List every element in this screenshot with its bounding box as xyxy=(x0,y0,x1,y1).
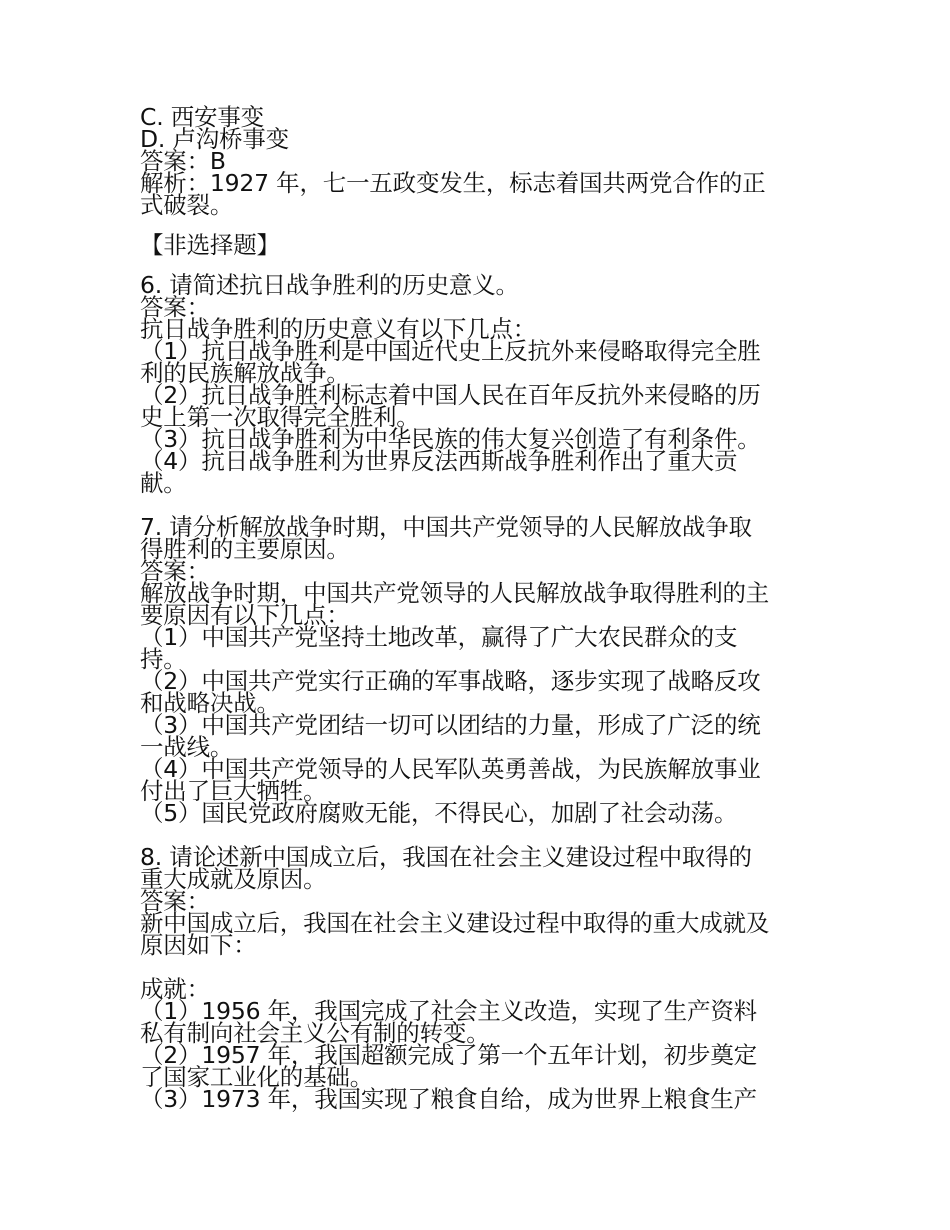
answer-point: 一战线。 xyxy=(140,733,234,761)
answer-point: （2）1957 年，我国超额完成了第一个五年计划，初步奠定 xyxy=(140,1041,757,1069)
answer-point: （3）1973 年，我国实现了粮食自给，成为世界上粮食生产 xyxy=(140,1085,757,1113)
question-title: 6. 请简述抗日战争胜利的历史意义。 xyxy=(140,271,519,299)
answer-point: （1）中国共产党坚持土地改革，赢得了广大农民群众的支 xyxy=(140,623,738,651)
answer-point: 和战略决战。 xyxy=(140,689,280,717)
option-d: D. 卢沟桥事变 xyxy=(140,125,289,153)
answer-point: （1）1956 年，我国完成了社会主义改造，实现了生产资料 xyxy=(140,997,757,1025)
answer-point: （3）中国共产党团结一切可以团结的力量，形成了广泛的统 xyxy=(140,711,761,739)
answer-label: 答案： xyxy=(140,557,210,585)
question-title: 重大成就及原因。 xyxy=(140,865,327,893)
analysis-line: 式破裂。 xyxy=(140,191,234,219)
answer-intro: 抗日战争胜利的历史意义有以下几点： xyxy=(140,315,537,343)
answer-point: 私有制向社会主义公有制的转变。 xyxy=(140,1019,490,1047)
answer-point: 了国家工业化的基础。 xyxy=(140,1063,373,1091)
question-title: 7. 请分析解放战争时期，中国共产党领导的人民解放战争取 xyxy=(140,513,752,541)
question-title: 8. 请论述新中国成立后，我国在社会主义建设过程中取得的 xyxy=(140,843,752,871)
answer-label: 答案： xyxy=(140,887,210,915)
answer-line: 答案：B xyxy=(140,147,226,175)
question-8-block xyxy=(140,843,820,1113)
answer-label: 答案： xyxy=(140,293,210,321)
answer-point: 利的民族解放战争。 xyxy=(140,359,350,387)
option-c: C. 西安事变 xyxy=(140,103,264,131)
document-page xyxy=(140,103,820,1113)
answer-point: 献。 xyxy=(140,469,187,497)
answer-point: （5）国民党政府腐败无能，不得民心，加剧了社会动荡。 xyxy=(140,799,738,827)
answer-intro: 要原因有以下几点： xyxy=(140,601,350,629)
answer-point: （4）中国共产党领导的人民军队英勇善战，为民族解放事业 xyxy=(140,755,761,783)
answer-point: （1）抗日战争胜利是中国近代史上反抗外来侵略取得完全胜 xyxy=(140,337,761,365)
answer-intro: 新中国成立后，我国在社会主义建设过程中取得的重大成就及 xyxy=(140,909,770,937)
answer-point: 付出了巨大牺牲。 xyxy=(140,777,327,805)
answer-point: （2）抗日战争胜利标志着中国人民在百年反抗外来侵略的历 xyxy=(140,381,761,409)
question-6-block xyxy=(140,271,820,497)
answer-point: 持。 xyxy=(140,645,187,673)
answer-intro: 解放战争时期，中国共产党领导的人民解放战争取得胜利的主 xyxy=(140,579,770,607)
question-title: 得胜利的主要原因。 xyxy=(140,535,350,563)
question-7-block xyxy=(140,513,820,827)
achievements-label: 成就： xyxy=(140,975,210,1003)
section-heading: 【非选择题】 xyxy=(140,231,280,259)
analysis-line: 解析：1927 年，七一五政变发生，标志着国共两党合作的正 xyxy=(140,169,766,197)
previous-question-block xyxy=(140,103,820,219)
answer-point: 史上第一次取得完全胜利。 xyxy=(140,403,420,431)
answer-point: （2）中国共产党实行正确的军事战略，逐步实现了战略反攻 xyxy=(140,667,761,695)
answer-point: （4）抗日战争胜利为世界反法西斯战争胜利作出了重大贡 xyxy=(140,447,738,475)
answer-intro: 原因如下： xyxy=(140,931,257,959)
answer-point: （3）抗日战争胜利为中华民族的伟大复兴创造了有利条件。 xyxy=(140,425,761,453)
